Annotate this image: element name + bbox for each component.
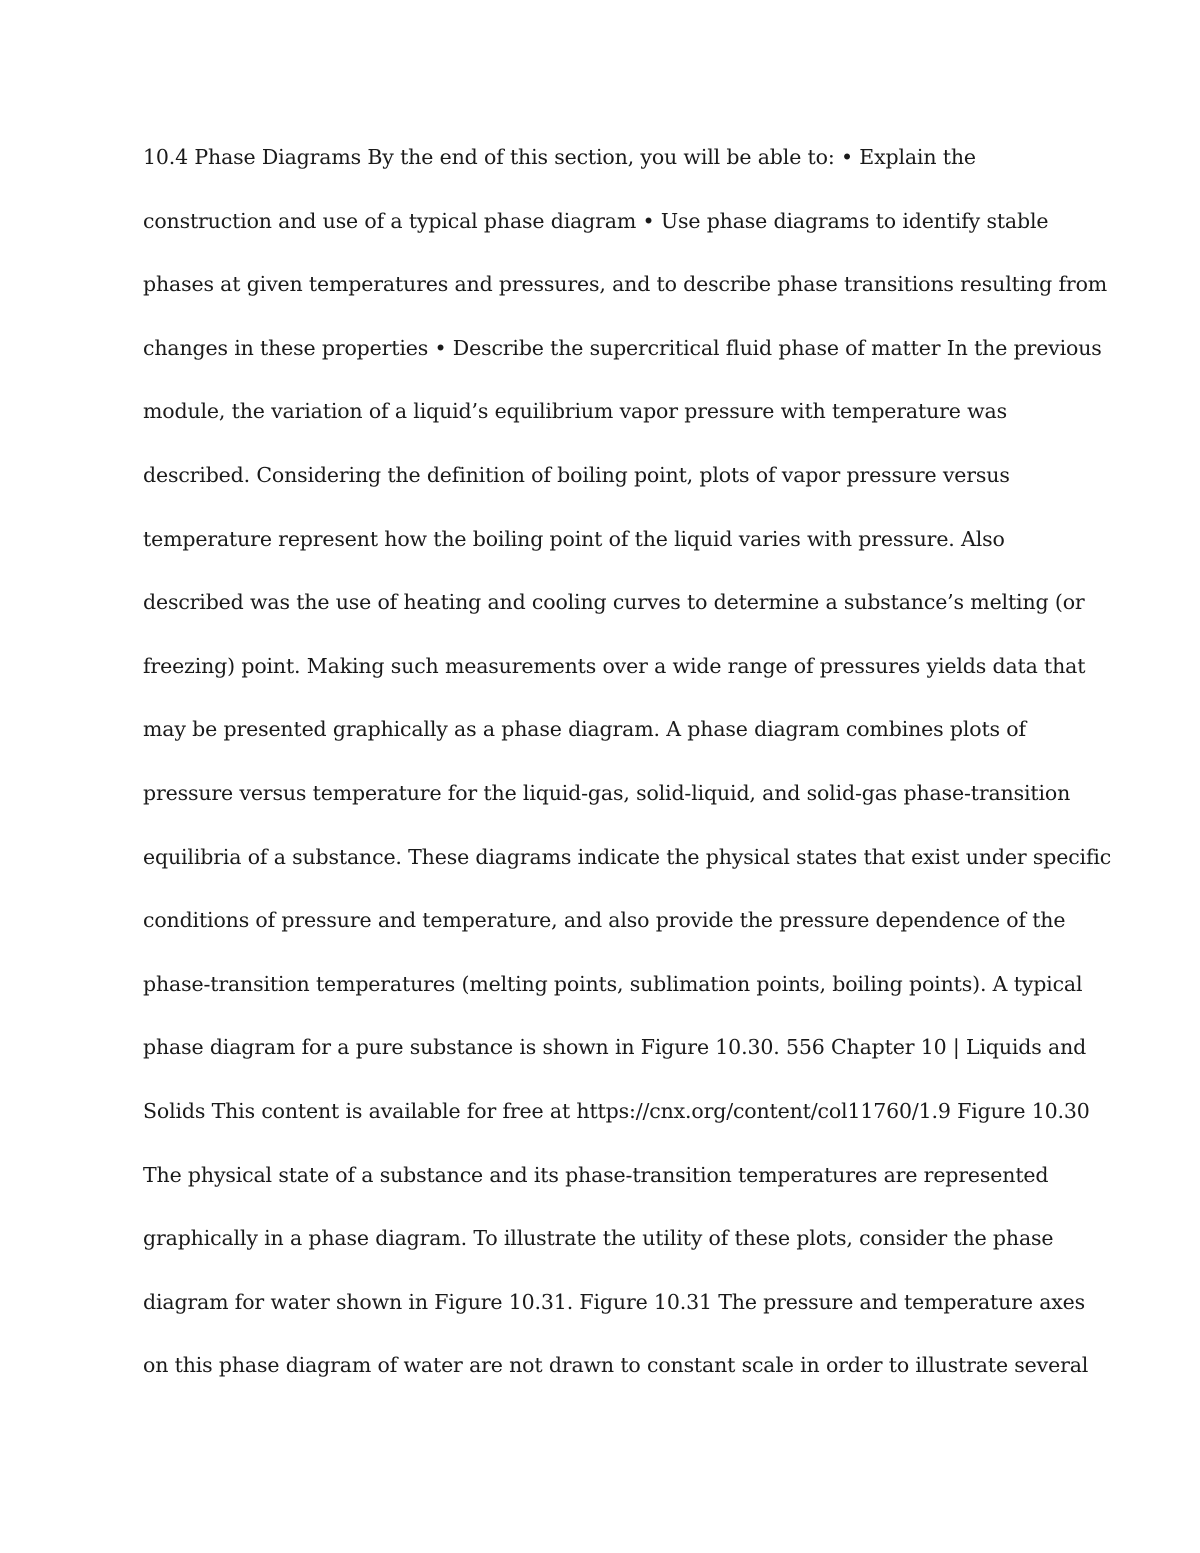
text-line: phase-transition temperatures (melting points, sublimation points, boiling points). A typical bbox=[143, 971, 1083, 996]
text-line: described was the use of heating and cooling curves to determine a substance’s melting (or bbox=[143, 590, 1085, 615]
text-line: graphically in a phase diagram. To illustrate the utility of these plots, consider the phase bbox=[143, 1226, 1054, 1251]
text-line: diagram for water shown in Figure 10.31. Figure 10.31 The pressure and temperature axes bbox=[143, 1289, 1086, 1314]
text-line: The physical state of a substance and its phase-transition temperatures are represented bbox=[143, 1162, 1049, 1187]
text-line: freezing) point. Making such measurements over a wide range of pressures yields data that bbox=[143, 653, 1086, 678]
text-line: pressure versus temperature for the liquid-gas, solid-liquid, and solid-gas phase-transition bbox=[143, 780, 1071, 805]
text-line: may be presented graphically as a phase diagram. A phase diagram combines plots of bbox=[143, 717, 1026, 742]
text-line: phases at given temperatures and pressures, and to describe phase transitions resulting from bbox=[143, 272, 1108, 297]
text-line: equilibria of a substance. These diagrams indicate the physical states that exist under specific bbox=[143, 844, 1112, 869]
text-line: Solids This content is available for free at https://cnx.org/content/col11760/1.9 Figure 10.30 bbox=[143, 1098, 1090, 1123]
text-line: described. Considering the definition of boiling point, plots of vapor pressure versus bbox=[143, 462, 1010, 487]
text-line: conditions of pressure and temperature, and also provide the pressure dependence of the bbox=[143, 908, 1066, 933]
text-line: on this phase diagram of water are not drawn to constant scale in order to illustrate several bbox=[143, 1353, 1089, 1378]
text-line: construction and use of a typical phase diagram • Use phase diagrams to identify stable bbox=[143, 208, 1049, 233]
text-line: 10.4 Phase Diagrams By the end of this section, you will be able to: • Explain the bbox=[143, 145, 976, 169]
text-line: temperature represent how the boiling point of the liquid varies with pressure. Also bbox=[143, 526, 1005, 551]
text-line: phase diagram for a pure substance is shown in Figure 10.30. 556 Chapter 10 | Liquids and bbox=[143, 1035, 1087, 1060]
text-line: module, the variation of a liquid’s equilibrium vapor pressure with temperature was bbox=[143, 399, 1007, 424]
body-text bbox=[143, 131, 1112, 1403]
text-line: changes in these properties • Describe the supercritical fluid phase of matter In the previous bbox=[143, 335, 1102, 360]
